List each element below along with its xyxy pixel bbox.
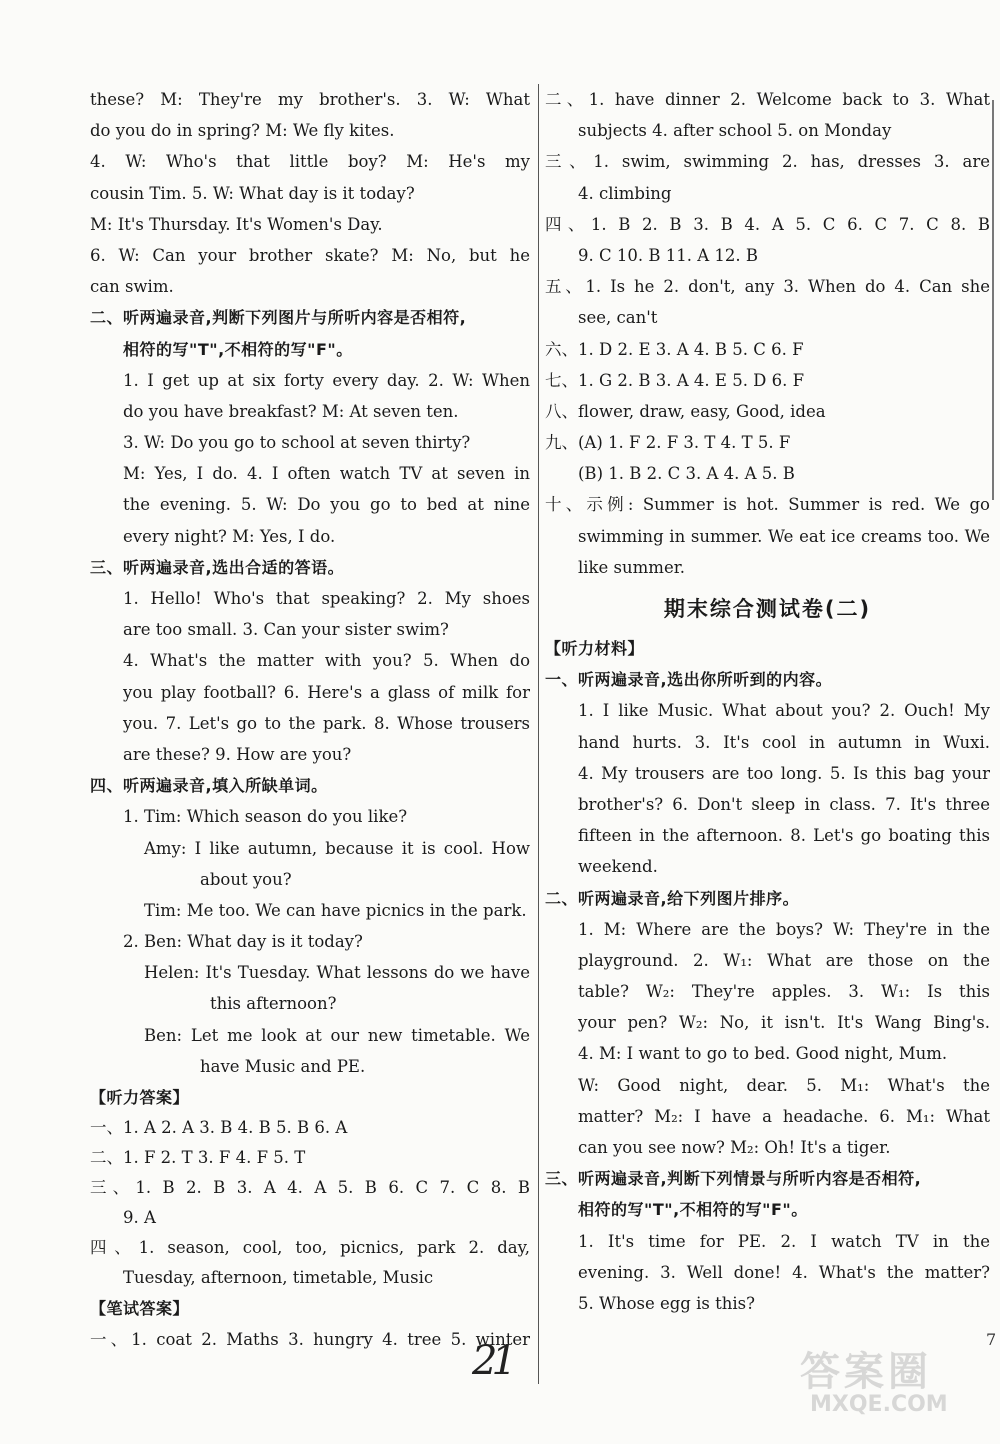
text-line: 五、1. Is he 2. don't, any 3. When do 4. Can she — [545, 277, 990, 297]
text-line: matter? M₂: I have a headache. 6. M₁: What — [578, 1106, 990, 1126]
page-edge-line — [992, 100, 994, 500]
text-line: swimming in summer. We eat ice creams too. We — [578, 526, 990, 546]
text-line: 四、1. season, cool, too, picnics, park 2. day, — [90, 1238, 530, 1258]
text-line: 1. It's time for PE. 2. I watch TV in the — [578, 1231, 990, 1251]
answer-list — [545, 84, 990, 583]
text-line: cousin Tim. 5. W: What day is it today? — [90, 183, 415, 203]
text-line: 二、听两遍录音,给下列图片排序。 — [545, 888, 800, 908]
text-line: 1. I get up at six forty every day. 2. W: When — [123, 370, 530, 390]
watermark-url: MXQE.COM — [810, 1392, 948, 1417]
text-line: are these? 9. How are you? — [123, 744, 352, 764]
text-line: Helen: It's Tuesday. What lessons do we have — [144, 963, 530, 983]
text-line: hand hurts. 3. It's cool in autumn in Wuxi. — [578, 732, 990, 752]
right-column — [545, 84, 990, 1319]
text-line: this afternoon? — [210, 994, 337, 1014]
text-line: 二、听两遍录音,判断下列图片与所听内容是否相符, — [90, 308, 467, 328]
text-line: can swim. — [90, 277, 174, 297]
text-line: playground. 2. W₁: What are those on the — [578, 950, 990, 970]
text-line: Tim: Me too. We can have picnics in the park. — [144, 900, 527, 920]
text-line: 9. A — [123, 1208, 156, 1228]
text-line: 六、1. D 2. E 3. A 4. B 5. C 6. F — [545, 339, 804, 359]
text-line: 【笔试答案】 — [90, 1299, 190, 1319]
text-line: 9. C 10. B 11. A 12. B — [578, 245, 758, 265]
watermark-logo — [800, 1340, 990, 1440]
text-line: do you do in spring? M: We fly kites. — [90, 121, 395, 141]
text-line: 4. My trousers are too long. 5. Is this bag your — [578, 763, 990, 783]
text-line: 2. Ben: What day is it today? — [123, 932, 363, 952]
text-line: 三、听两遍录音,判断下列情景与所听内容是否相符, — [545, 1169, 922, 1189]
column-divider — [538, 84, 539, 1384]
text-line: Tuesday, afternoon, timetable, Music — [123, 1268, 434, 1288]
text-line: 【听力材料】 — [545, 639, 645, 658]
text-line: 一、1. coat 2. Maths 3. hungry 4. tree 5. winter — [90, 1330, 530, 1350]
section-title: 期末综合测试卷(二) — [663, 597, 872, 621]
text-line: you. 7. Let's go to the park. 8. Whose trousers — [123, 713, 530, 733]
text-line: (B) 1. B 2. C 3. A 4. A 5. B — [578, 464, 795, 484]
text-line: evening. 3. Well done! 4. What's the matter? — [578, 1262, 990, 1282]
text-line: have Music and PE. — [200, 1056, 366, 1076]
text-line: M: Yes, I do. 4. I often watch TV at seven in — [123, 464, 530, 484]
text-line: M: It's Thursday. It's Women's Day. — [90, 214, 383, 234]
text-line: 3. W: Do you go to school at seven thirty? — [123, 433, 471, 453]
text-line: 七、1. G 2. B 3. A 4. E 5. D 6. F — [545, 370, 805, 390]
text-line: 1. I like Music. What about you? 2. Ouch! My — [578, 701, 990, 721]
text-line: 十、示例: Summer is hot. Summer is red. We go — [545, 495, 990, 515]
text-line: every night? M: Yes, I do. — [123, 526, 336, 546]
text-line: 二、1. F 2. T 3. F 4. F 5. T — [90, 1148, 306, 1168]
left-column — [90, 84, 530, 1356]
text-line: about you? — [200, 869, 292, 889]
text-line: you play football? 6. Here's a glass of milk for — [123, 682, 530, 702]
text-line: 4. M: I want to go to bed. Good night, Mum. — [578, 1044, 948, 1064]
text-line: 相符的写"T",不相符的写"F"。 — [578, 1200, 808, 1220]
text-line: W: Good night, dear. 5. M₁: What's the — [578, 1075, 990, 1095]
watermark-text: 答案圈 — [800, 1349, 932, 1395]
text-line: 三、听两遍录音,选出合适的答语。 — [90, 557, 345, 577]
text-line: are too small. 3. Can your sister swim? — [123, 620, 449, 640]
text-line: 【听力答案】 — [90, 1088, 190, 1107]
text-line: the evening. 5. W: Do you go to bed at nine — [123, 495, 530, 515]
text-line: 4. W: Who's that little boy? M: He's my — [90, 152, 530, 172]
text-line: do you have breakfast? M: At seven ten. — [123, 401, 459, 421]
text-line: 1. Tim: Which season do you like? — [123, 807, 408, 827]
text-line: Amy: I like autumn, because it is cool. How — [144, 838, 530, 858]
text-line: 4. What's the matter with you? 5. When do — [123, 651, 530, 671]
text-line: 相符的写"T",不相符的写"F"。 — [123, 339, 353, 359]
text-line: 八、flower, draw, easy, Good, idea — [545, 401, 826, 421]
text-line: your pen? W₂: No, it isn't. It's Wang Bing's. — [578, 1013, 990, 1033]
text-line: brother's? 6. Don't sleep in class. 7. It's three — [578, 794, 990, 814]
text-line: 1. Hello! Who's that speaking? 2. My shoes — [123, 589, 530, 608]
text-line: subjects 4. after school 5. on Monday — [578, 121, 892, 141]
text-line: table? W₂: They're apples. 3. W₁: Is this — [578, 982, 990, 1002]
text-line: 四、1. B 2. B 3. B 4. A 5. C 6. C 7. C 8. B — [545, 214, 990, 234]
text-line: weekend. — [578, 857, 658, 877]
corner-mark: 7 — [986, 1330, 997, 1349]
text-line: Ben: Let me look at our new timetable. We — [144, 1025, 530, 1045]
page-number: 21 — [472, 1338, 511, 1384]
text-line: 一、听两遍录音,选出你所听到的内容。 — [545, 670, 833, 690]
listening-material — [545, 633, 990, 1319]
text-line: fifteen in the afternoon. 8. Let's go boating this — [578, 826, 990, 846]
text-line: like summer. — [578, 557, 686, 577]
text-line: 5. Whose egg is this? — [578, 1293, 755, 1313]
text-line: see, can't — [578, 308, 658, 328]
text-line: 一、1. A 2. A 3. B 4. B 5. B 6. A — [90, 1118, 348, 1138]
text-line: these? M: They're my brother's. 3. W: What — [90, 90, 530, 109]
text-line: can you see now? M₂: Oh! It's a tiger. — [578, 1138, 891, 1157]
text-line: 三、1. B 2. B 3. A 4. A 5. B 6. C 7. C 8. B — [90, 1178, 530, 1198]
text-line: 二、1. have dinner 2. Welcome back to 3. What — [545, 90, 990, 109]
text-line: 四、听两遍录音,填入所缺单词。 — [90, 776, 328, 796]
text-line: 4. climbing — [578, 183, 672, 203]
text-line: 1. M: Where are the boys? W: They're in the — [578, 919, 990, 939]
text-line: 三、1. swim, swimming 2. has, dresses 3. are — [545, 152, 990, 172]
text-line: 6. W: Can your brother skate? M: No, but he — [90, 245, 530, 265]
text-line: 九、(A) 1. F 2. F 3. T 4. T 5. F — [545, 433, 791, 453]
